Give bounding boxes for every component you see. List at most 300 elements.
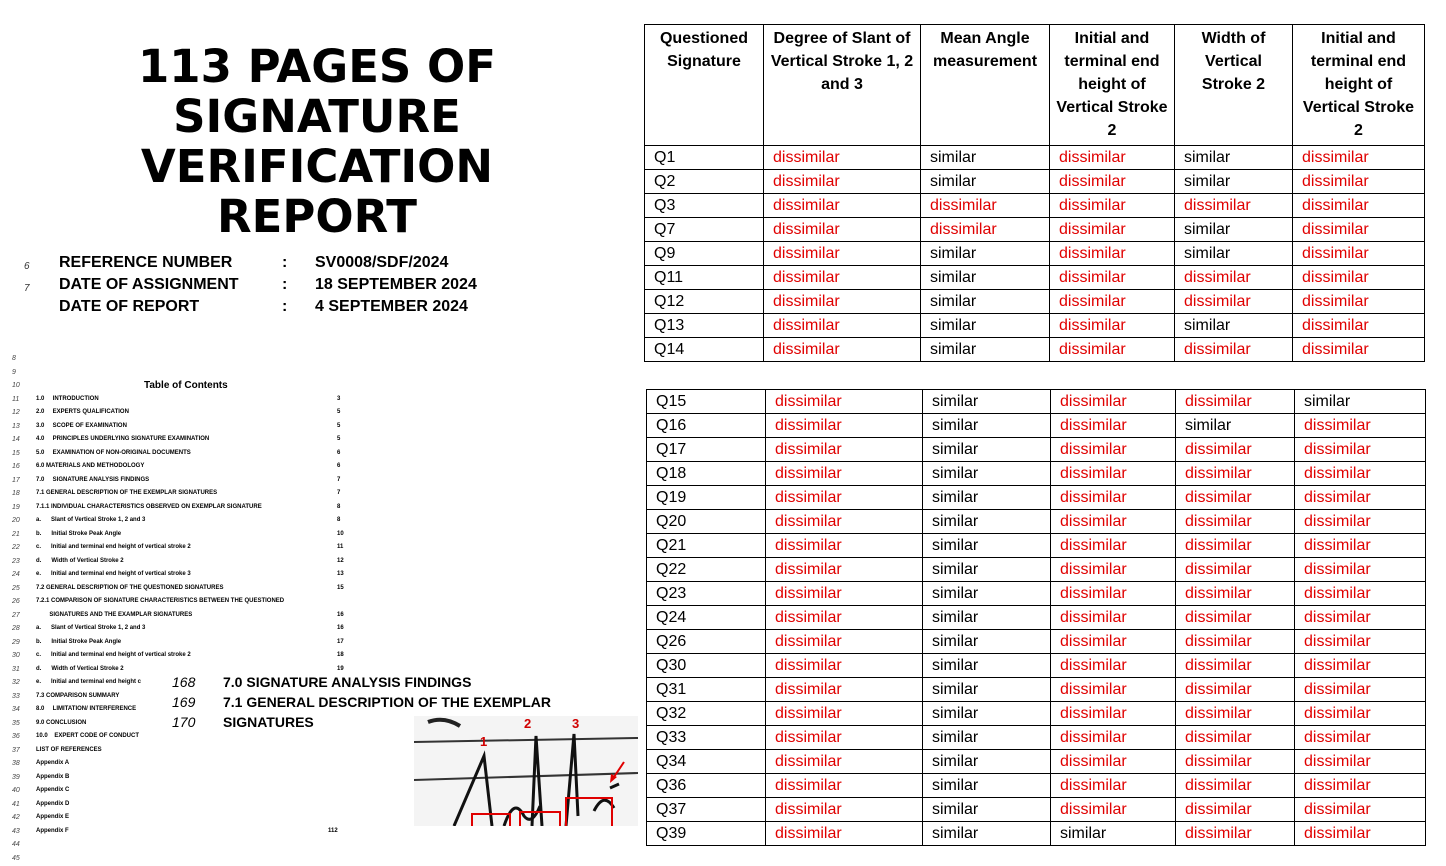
toc-page-number: 6 (337, 449, 341, 456)
comparison-result: dissimilar (1051, 486, 1176, 510)
toc-entry-text: d. Width of Vertical Stroke 2 (36, 665, 124, 672)
questioned-signature-id: Q1 (645, 146, 764, 170)
toc-entry-text: b. Initial Stroke Peak Angle (36, 530, 122, 537)
line-number: 12 (12, 409, 20, 416)
line-number: 34 (12, 706, 20, 713)
header-initial-terminal-height: Initial and terminal end height of Vertical Stroke 2 (1050, 25, 1175, 146)
comparison-result: dissimilar (1051, 702, 1176, 726)
toc-blank-line (12, 352, 352, 366)
toc-page-number: 17 (337, 638, 344, 645)
table-row (647, 726, 1426, 750)
comparison-result: dissimilar (1176, 654, 1295, 678)
line-number: 30 (12, 652, 20, 659)
comparison-result: dissimilar (1295, 726, 1426, 750)
toc-page-number: 16 (337, 611, 344, 618)
table-row (647, 414, 1426, 438)
toc-entry[interactable] (12, 784, 352, 798)
questioned-signature-id: Q36 (647, 774, 766, 798)
comparison-result: dissimilar (764, 242, 921, 266)
comparison-result: dissimilar (1051, 630, 1176, 654)
line-number: 36 (12, 733, 20, 740)
table-row (647, 438, 1426, 462)
comparison-result: dissimilar (1293, 290, 1425, 314)
toc-entry-text: 9.0 CONCLUSION (36, 719, 87, 726)
line-number: 7 (24, 283, 30, 294)
comparison-result: dissimilar (1176, 822, 1295, 846)
comparison-result: dissimilar (764, 290, 921, 314)
comparison-result: dissimilar (1295, 774, 1426, 798)
findings-subheading: 7.1 GENERAL DESCRIPTION OF THE EXEMPLAR SIGNATURES (223, 694, 552, 730)
questioned-signature-id: Q9 (645, 242, 764, 266)
comparison-result: dissimilar (1175, 194, 1293, 218)
questioned-signature-id: Q16 (647, 414, 766, 438)
table-header-row (645, 25, 1425, 146)
line-number: 13 (12, 422, 20, 430)
questioned-signature-id: Q20 (647, 510, 766, 534)
reference-label: REFERENCE NUMBER (59, 254, 233, 271)
toc-entry[interactable] (12, 555, 352, 569)
toc-entry-text: c. Initial and terminal end height of vertical stroke 2 (36, 544, 191, 550)
comparison-result: dissimilar (1293, 266, 1425, 290)
comparison-result: dissimilar (766, 774, 923, 798)
comparison-result: dissimilar (921, 218, 1050, 242)
toc-entry[interactable] (12, 595, 352, 609)
findings-heading: 7.0 SIGNATURE ANALYSIS FINDINGS (223, 674, 472, 690)
questioned-signature-id: Q21 (647, 534, 766, 558)
comparison-result: dissimilar (1295, 534, 1426, 558)
comparison-result: dissimilar (1176, 462, 1295, 486)
comparison-result: dissimilar (1051, 462, 1176, 486)
table-row (647, 798, 1426, 822)
toc-page-number: 5 (337, 436, 341, 442)
toc-entry-text: 3.0 SCOPE OF EXAMINATION (36, 422, 127, 429)
toc-entry[interactable] (12, 474, 352, 488)
line-number: 19 (12, 503, 20, 511)
toc-page-number: 15 (337, 584, 344, 591)
questioned-signature-id: Q11 (645, 266, 764, 290)
comparison-result: dissimilar (1295, 654, 1426, 678)
comparison-result: similar (923, 750, 1051, 774)
comparison-result: similar (921, 338, 1050, 362)
questioned-signature-id: Q7 (645, 218, 764, 242)
comparison-result: dissimilar (1176, 750, 1295, 774)
line-number: 22 (12, 544, 20, 551)
toc-entry[interactable] (12, 798, 352, 812)
toc-entry[interactable] (12, 433, 352, 447)
comparison-result: dissimilar (1176, 798, 1295, 822)
toc-page-number: 18 (337, 652, 344, 658)
comparison-result: dissimilar (1293, 146, 1425, 170)
toc-entry-text: Appendix C (36, 787, 70, 793)
table-row (645, 146, 1425, 170)
header-initial-terminal-height-2: Initial and terminal end height of Vertical Stroke 2 (1293, 25, 1425, 146)
questioned-signature-id: Q2 (645, 170, 764, 194)
table-row (645, 218, 1425, 242)
comparison-result: dissimilar (1295, 630, 1426, 654)
toc-entry[interactable] (12, 811, 352, 825)
comparison-result: dissimilar (1295, 486, 1426, 510)
comparison-result: similar (923, 654, 1051, 678)
toc-entry[interactable] (12, 514, 352, 528)
comparison-result: dissimilar (764, 266, 921, 290)
toc-entry-text: 1.0 INTRODUCTION (36, 395, 99, 402)
comparison-result: dissimilar (766, 606, 923, 630)
comparison-result: dissimilar (1295, 702, 1426, 726)
header-width-vertical-stroke: Width of Vertical Stroke 2 (1175, 25, 1293, 146)
questioned-signature-id: Q19 (647, 486, 766, 510)
toc-entry[interactable] (12, 501, 352, 515)
comparison-result: similar (1051, 822, 1176, 846)
toc-blank-line (12, 838, 352, 852)
toc-page-number: 19 (337, 665, 344, 672)
comparison-result: dissimilar (766, 558, 923, 582)
table-row (645, 266, 1425, 290)
toc-entry-text: Appendix B (36, 773, 70, 780)
toc-title: Table of Contents (144, 380, 228, 391)
toc-entry[interactable] (12, 636, 352, 650)
comparison-result: dissimilar (766, 750, 923, 774)
table-row (647, 582, 1426, 606)
questioned-signature-id: Q13 (645, 314, 764, 338)
comparison-result: dissimilar (766, 582, 923, 606)
toc-title-row (12, 379, 352, 393)
toc-entry-text: Appendix F (36, 827, 69, 834)
reference-label: DATE OF ASSIGNMENT (59, 276, 239, 293)
comparison-result: dissimilar (1051, 510, 1176, 534)
table-row (645, 170, 1425, 194)
comparison-result: dissimilar (766, 534, 923, 558)
comparison-result: similar (1175, 242, 1293, 266)
comparison-result: similar (923, 414, 1051, 438)
title-line: REPORT (217, 190, 417, 243)
questioned-signature-id: Q30 (647, 654, 766, 678)
table-row (647, 630, 1426, 654)
comparison-result: dissimilar (1051, 654, 1176, 678)
comparison-result: dissimilar (1051, 390, 1176, 414)
questioned-signature-id: Q33 (647, 726, 766, 750)
comparison-result: similar (923, 702, 1051, 726)
questioned-signature-id: Q14 (645, 338, 764, 362)
reference-value: 18 SEPTEMBER 2024 (315, 276, 477, 293)
toc-page-number: 112 (328, 827, 338, 834)
toc-entry-text: a. Slant of Vertical Stroke 1, 2 and 3 (36, 517, 146, 523)
comparison-result: similar (921, 290, 1050, 314)
comparison-result: dissimilar (1176, 774, 1295, 798)
line-number: 41 (12, 800, 20, 808)
toc-entry-text: 7.1 GENERAL DESCRIPTION OF THE EXEMPLAR SIGNATURES (36, 490, 218, 496)
questioned-signature-id: Q23 (647, 582, 766, 606)
toc-entry[interactable] (12, 771, 352, 785)
reference-block (22, 252, 622, 318)
toc-entry[interactable] (12, 757, 352, 771)
table-row (647, 678, 1426, 702)
line-number: 15 (12, 449, 20, 457)
line-number: 168 (172, 674, 196, 690)
toc-page-number: 10 (337, 530, 344, 537)
toc-entry[interactable] (12, 460, 352, 474)
toc-entry[interactable] (12, 406, 352, 420)
header-mean-angle: Mean Angle measurement (921, 25, 1050, 146)
line-number: 170 (172, 714, 196, 730)
table-row (647, 654, 1426, 678)
toc-entry[interactable] (12, 609, 352, 623)
comparison-result: dissimilar (766, 654, 923, 678)
toc-page-number: 7 (337, 490, 341, 496)
comparison-result: similar (921, 242, 1050, 266)
comparison-result: dissimilar (1050, 194, 1175, 218)
line-number: 29 (12, 638, 20, 646)
comparison-result: dissimilar (1295, 414, 1426, 438)
line-number: 21 (12, 530, 20, 538)
comparison-result: dissimilar (1295, 510, 1426, 534)
line-number: 43 (12, 827, 20, 835)
table-row (647, 822, 1426, 846)
comparison-result: dissimilar (766, 510, 923, 534)
comparison-table-2 (646, 389, 1426, 846)
comparison-result: dissimilar (1051, 414, 1176, 438)
table-row (647, 534, 1426, 558)
stroke-label-1: 1 (480, 734, 488, 749)
comparison-result: dissimilar (1176, 390, 1295, 414)
comparison-result: dissimilar (1293, 314, 1425, 338)
comparison-result: dissimilar (1050, 290, 1175, 314)
line-number: 42 (12, 814, 20, 821)
toc-entry-text: 5.0 EXAMINATION OF NON-ORIGINAL DOCUMENTS (36, 449, 191, 456)
line-number: 26 (12, 598, 20, 605)
questioned-signature-id: Q24 (647, 606, 766, 630)
comparison-result: similar (921, 146, 1050, 170)
questioned-signature-id: Q32 (647, 702, 766, 726)
comparison-result: similar (921, 266, 1050, 290)
comparison-result: dissimilar (1050, 170, 1175, 194)
comparison-result: dissimilar (1050, 218, 1175, 242)
comparison-result: similar (923, 582, 1051, 606)
comparison-result: similar (1295, 390, 1426, 414)
comparison-result: dissimilar (1295, 798, 1426, 822)
questioned-signature-id: Q39 (647, 822, 766, 846)
questioned-signature-id: Q37 (647, 798, 766, 822)
comparison-result: dissimilar (1051, 726, 1176, 750)
colon: : (282, 254, 288, 271)
line-number: 169 (172, 694, 196, 710)
comparison-result: similar (923, 438, 1051, 462)
toc-entry-text: e. Initial and terminal end height of vertical stroke 3 (36, 571, 191, 577)
comparison-result: dissimilar (766, 702, 923, 726)
toc-entry-text: c. Initial and terminal end height of vertical stroke 2 (36, 652, 191, 658)
line-number: 9 (12, 368, 16, 376)
toc-entry[interactable] (12, 447, 352, 461)
comparison-result: similar (923, 510, 1051, 534)
comparison-result: dissimilar (1051, 678, 1176, 702)
table-row (645, 338, 1425, 362)
line-number: 6 (24, 261, 30, 272)
reference-number-row (22, 252, 622, 274)
toc-entry-text: 7.2 GENERAL DESCRIPTION OF THE QUESTIONED SIGNATURES (36, 584, 224, 591)
header-degree-of-slant: Degree of Slant of Vertical Stroke 1, 2 and 3 (764, 25, 921, 146)
comparison-result: dissimilar (766, 822, 923, 846)
comparison-result: similar (1176, 414, 1295, 438)
table-row (647, 702, 1426, 726)
toc-entry-text: Appendix E (36, 814, 70, 820)
table-row (647, 558, 1426, 582)
questioned-signature-id: Q31 (647, 678, 766, 702)
title-line: SIGNATURE VERIFICATION (140, 90, 494, 193)
comparison-result: dissimilar (921, 194, 1050, 218)
toc-entry[interactable] (12, 825, 352, 839)
questioned-signature-id: Q22 (647, 558, 766, 582)
comparison-result: similar (1175, 218, 1293, 242)
toc-entry[interactable] (12, 541, 352, 555)
line-number: 33 (12, 692, 20, 700)
comparison-result: dissimilar (1050, 314, 1175, 338)
toc-entry[interactable] (12, 582, 352, 596)
line-number: 8 (12, 355, 16, 362)
toc-entry[interactable] (12, 393, 352, 407)
comparison-result: similar (923, 486, 1051, 510)
table-row (647, 774, 1426, 798)
reference-value: 4 SEPTEMBER 2024 (315, 298, 468, 315)
toc-entry-text: SIGNATURES AND THE EXAMPLAR SIGNATURES (36, 611, 193, 618)
line-number: 11 (12, 395, 20, 403)
comparison-result: dissimilar (1176, 438, 1295, 462)
toc-entry[interactable] (12, 744, 352, 758)
toc-entry-text: 7.3 COMPARISON SUMMARY (36, 692, 120, 699)
line-number: 23 (12, 557, 20, 565)
comparison-result: similar (1175, 146, 1293, 170)
comparison-result: dissimilar (1051, 534, 1176, 558)
line-number: 39 (12, 773, 20, 781)
comparison-result: similar (923, 462, 1051, 486)
stroke-label-3: 3 (572, 716, 580, 731)
toc-page-number: 6 (337, 463, 341, 469)
signature-drawing (414, 716, 638, 826)
comparison-result: similar (923, 558, 1051, 582)
toc-entry[interactable] (12, 622, 352, 636)
toc-entry[interactable] (12, 568, 352, 582)
toc-entry-text: 4.0 PRINCIPLES UNDERLYING SIGNATURE EXAMINATION (36, 436, 210, 442)
comparison-result: similar (1175, 314, 1293, 338)
comparison-result: dissimilar (1050, 338, 1175, 362)
comparison-result: dissimilar (1051, 558, 1176, 582)
comparison-result: dissimilar (1176, 606, 1295, 630)
comparison-result: dissimilar (1175, 290, 1293, 314)
toc-entry-text: 7.0 SIGNATURE ANALYSIS FINDINGS (36, 476, 150, 483)
toc-entry-text: a. Slant of Vertical Stroke 1, 2 and 3 (36, 625, 146, 631)
comparison-result: dissimilar (1176, 582, 1295, 606)
toc-page-number: 5 (337, 409, 341, 415)
date-of-report-row (22, 296, 622, 318)
toc-page-number: 3 (337, 395, 341, 402)
comparison-result: similar (923, 678, 1051, 702)
questioned-signature-id: Q15 (647, 390, 766, 414)
comparison-result: dissimilar (1293, 170, 1425, 194)
toc-page-number: 12 (337, 557, 344, 564)
report-title (0, 42, 634, 242)
toc-entry[interactable] (12, 528, 352, 542)
table-row (647, 486, 1426, 510)
line-number: 28 (12, 625, 20, 632)
table-row (647, 510, 1426, 534)
comparison-result: dissimilar (1176, 558, 1295, 582)
toc-entry-text: 6.0 MATERIALS AND METHODOLOGY (36, 463, 145, 469)
comparison-result: dissimilar (1050, 242, 1175, 266)
table-row (645, 290, 1425, 314)
toc-page-number: 13 (337, 571, 344, 577)
comparison-result: similar (923, 390, 1051, 414)
colon: : (282, 298, 288, 315)
toc-entry-text: d. Width of Vertical Stroke 2 (36, 557, 124, 564)
comparison-result: dissimilar (1175, 338, 1293, 362)
comparison-result: dissimilar (1176, 702, 1295, 726)
comparison-result: dissimilar (766, 462, 923, 486)
comparison-result: dissimilar (1176, 726, 1295, 750)
table-row (647, 606, 1426, 630)
comparison-result: similar (921, 314, 1050, 338)
comparison-result: dissimilar (1293, 218, 1425, 242)
line-number: 14 (12, 436, 20, 443)
toc-entry-text: b. Initial Stroke Peak Angle (36, 638, 122, 645)
comparison-result: dissimilar (1051, 438, 1176, 462)
comparison-result: dissimilar (1295, 558, 1426, 582)
line-number: 24 (12, 571, 20, 578)
toc-entry-text: 10.0 EXPERT CODE OF CONDUCT (36, 733, 140, 739)
line-number: 40 (12, 787, 20, 794)
line-number: 38 (12, 760, 20, 767)
colon: : (282, 276, 288, 293)
questioned-signature-id: Q18 (647, 462, 766, 486)
toc-entry[interactable] (12, 649, 352, 663)
comparison-result: similar (923, 726, 1051, 750)
line-number: 32 (12, 679, 20, 686)
comparison-result: dissimilar (1295, 606, 1426, 630)
toc-entry[interactable] (12, 487, 352, 501)
toc-page-number: 8 (337, 503, 341, 510)
toc-page-number: 7 (337, 476, 341, 483)
toc-entry-text: 2.0 EXPERTS QUALIFICATION (36, 409, 129, 415)
toc-entry-text: 8.0 LIMITATION/ INTERFERENCE (36, 706, 137, 712)
comparison-result: similar (923, 822, 1051, 846)
toc-entry-text: LIST OF REFERENCES (36, 746, 102, 753)
comparison-result: dissimilar (766, 486, 923, 510)
comparison-result: dissimilar (1293, 194, 1425, 218)
line-number: 44 (12, 841, 20, 848)
comparison-result: dissimilar (1050, 146, 1175, 170)
reference-label: DATE OF REPORT (59, 298, 200, 315)
line-number: 31 (12, 665, 20, 673)
title-line: 113 PAGES OF (137, 40, 497, 93)
comparison-result: dissimilar (1293, 242, 1425, 266)
questioned-signature-id: Q34 (647, 750, 766, 774)
toc-entry-text: 7.2.1 COMPARISON OF SIGNATURE CHARACTERISTICS BETWEEN THE QUESTIONED (36, 598, 285, 604)
reference-value: SV0008/SDF/2024 (315, 254, 449, 271)
comparison-result: dissimilar (1051, 774, 1176, 798)
comparison-result: dissimilar (766, 798, 923, 822)
toc-entry[interactable] (12, 420, 352, 434)
toc-page-number: 11 (337, 544, 344, 550)
line-number: 45 (12, 854, 20, 862)
comparison-result: similar (923, 798, 1051, 822)
line-number: 16 (12, 463, 20, 470)
comparison-result: similar (923, 774, 1051, 798)
line-number: 25 (12, 584, 20, 592)
comparison-result: dissimilar (764, 170, 921, 194)
comparison-result: dissimilar (1176, 630, 1295, 654)
table-row (645, 314, 1425, 338)
toc-entry-text: e. Initial and terminal end height c (36, 679, 142, 685)
comparison-result: dissimilar (1295, 750, 1426, 774)
comparison-result: dissimilar (1295, 582, 1426, 606)
stroke-label-2: 2 (524, 716, 532, 731)
